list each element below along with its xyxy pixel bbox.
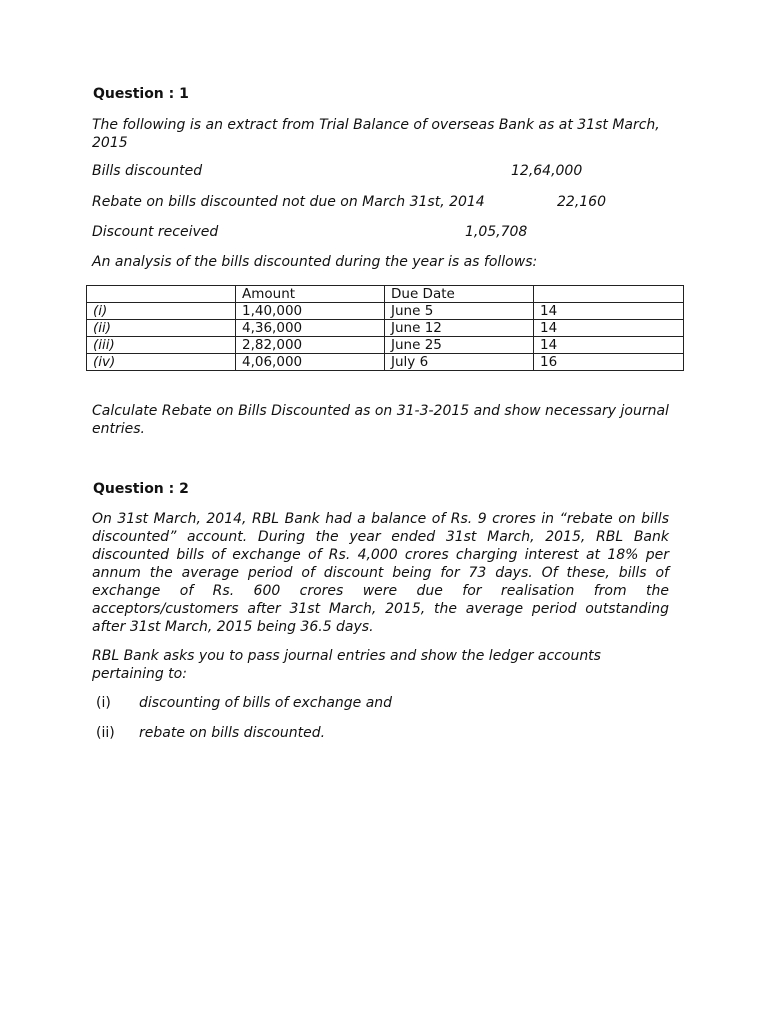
table-cell-days: 14 <box>534 320 684 337</box>
list-item <box>96 695 392 711</box>
table-header-amount: Amount <box>236 286 385 303</box>
question-1-instruction: Calculate Rebate on Bills Discounted as on 31-3-2015 and show necessary journal entries. <box>92 403 669 437</box>
list-item-text: rebate on bills discounted. <box>139 725 326 741</box>
table-header-cell <box>534 286 684 303</box>
table-cell-due-date: June 5 <box>385 303 534 320</box>
table-cell-label: (iv) <box>87 354 236 371</box>
question-2-ask: RBL Bank asks you to pass journal entries and show the ledger accounts pertaining to: <box>92 648 601 682</box>
table-cell-due-date: June 12 <box>385 320 534 337</box>
table-row <box>87 337 684 354</box>
table-row <box>87 354 684 371</box>
table-cell-amount: 1,40,000 <box>236 303 385 320</box>
table-cell-label: (i) <box>87 303 236 320</box>
question-2-heading: Question : 2 <box>93 481 189 497</box>
balance-label-discount-received: Discount received <box>92 224 219 240</box>
balance-value-bills-discounted: 12,64,000 <box>511 163 583 179</box>
table-row <box>87 320 684 337</box>
question-1-heading: Question : 1 <box>93 86 189 102</box>
question-1-intro: The following is an extract from Trial Balance of overseas Bank as at 31st March, 2015 <box>92 117 660 151</box>
table-cell-label: (ii) <box>87 320 236 337</box>
table-cell-days: 14 <box>534 337 684 354</box>
table-cell-amount: 4,06,000 <box>236 354 385 371</box>
balance-label-bills-discounted: Bills discounted <box>92 163 203 179</box>
table-cell-amount: 2,82,000 <box>236 337 385 354</box>
table-cell-amount: 4,36,000 <box>236 320 385 337</box>
balance-label-rebate: Rebate on bills discounted not due on March 31st, 2014 <box>92 194 485 210</box>
table-cell-due-date: July 6 <box>385 354 534 371</box>
table-header-row <box>87 286 684 303</box>
table-cell-days: 14 <box>534 303 684 320</box>
table-row <box>87 303 684 320</box>
analysis-intro: An analysis of the bills discounted during the year is as follows: <box>92 254 538 270</box>
bills-analysis-table <box>86 285 684 371</box>
list-item-text: discounting of bills of exchange and <box>139 695 393 711</box>
table-cell-due-date: June 25 <box>385 337 534 354</box>
list-item <box>96 725 325 741</box>
balance-value-discount-received: 1,05,708 <box>465 224 528 240</box>
list-item-number: (i) <box>96 695 111 711</box>
table-header-due-date: Due Date <box>385 286 534 303</box>
table-header-cell <box>87 286 236 303</box>
balance-value-rebate: 22,160 <box>557 194 606 210</box>
question-2-paragraph: On 31st March, 2014, RBL Bank had a balance of Rs. 9 crores in “rebate on bills discounted” account. During the year ended 31st March, 2015, RBL Bank discounted bills of exchange of Rs. 4,000 crores charging interest at 18% per annum the average period of discount being for 73 days. Of these, bills of exchange of Rs. 600 crores were due for realisation from the acceptors/customers after 31st March, 2015, the average period outstanding after 31st March, 2015 being 36.5 days. <box>92 511 669 635</box>
table-cell-days: 16 <box>534 354 684 371</box>
table-cell-label: (iii) <box>87 337 236 354</box>
list-item-number: (ii) <box>96 725 115 741</box>
